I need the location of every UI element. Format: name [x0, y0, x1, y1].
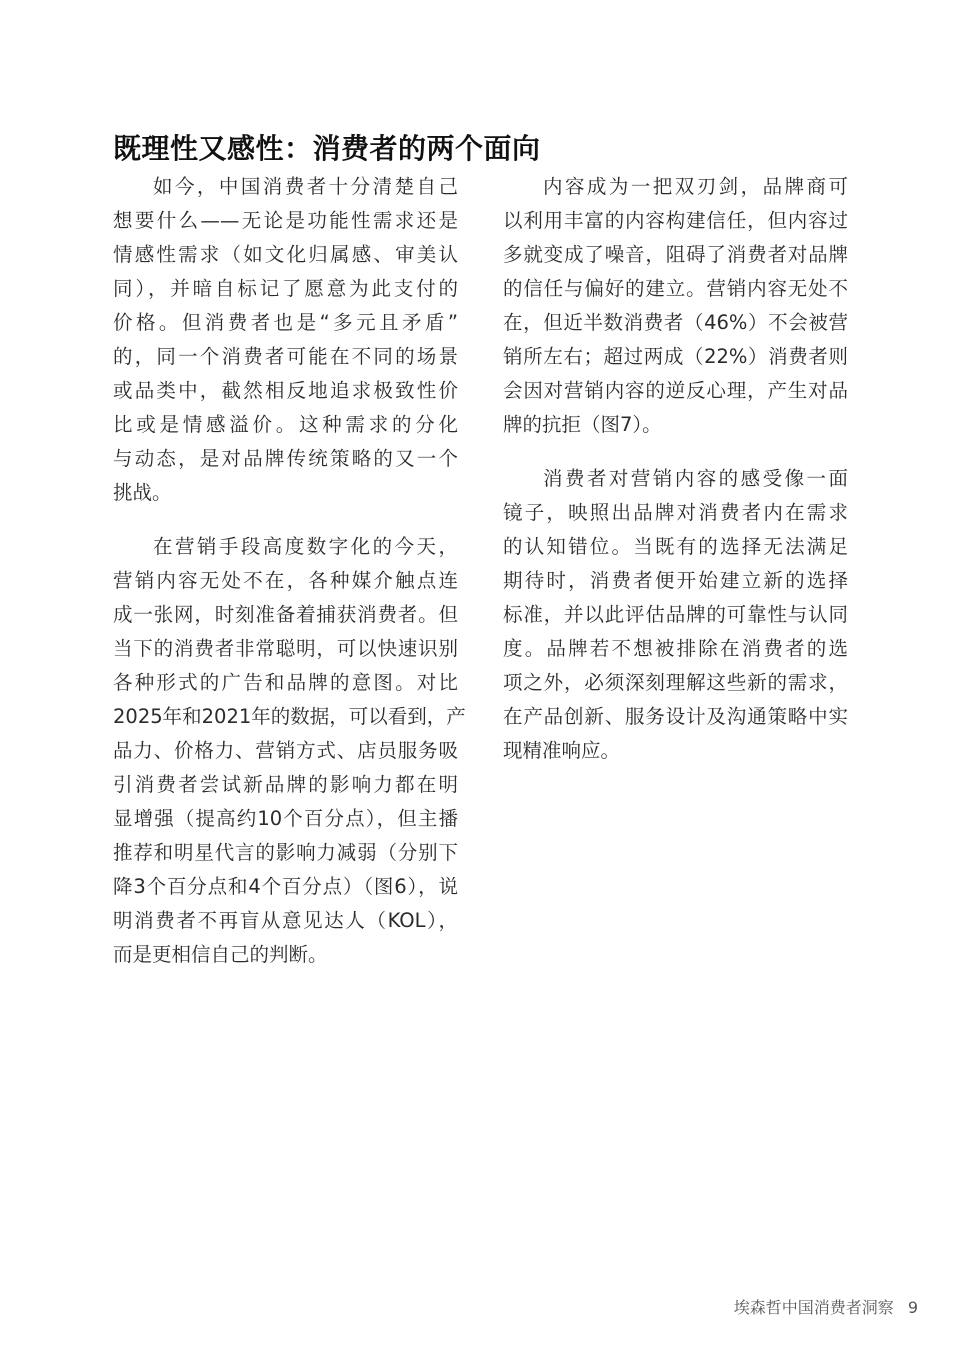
publication-name: 埃森哲中国消费者洞察: [733, 1298, 894, 1317]
left-column: [113, 170, 466, 992]
text-line: 与动态，是对品牌传统策略的又一个: [113, 447, 458, 470]
text-line: 显增强（提高约10个百分点），但主播: [113, 807, 458, 830]
text-line: 在产品创新、服务设计及沟通策略中实: [503, 705, 848, 728]
text-line: 消费者对营销内容的感受像一面: [543, 467, 848, 490]
text-line: 销所左右；超过两成（22%）消费者则: [503, 345, 848, 368]
text-line: 的认知错位。当既有的选择无法满足: [503, 535, 848, 558]
text-line: 品力、价格力、营销方式、店员服务吸: [113, 739, 458, 762]
text-line: 而是更相信自己的判断。: [113, 943, 328, 966]
text-line: 标准，并以此评估品牌的可靠性与认同: [503, 603, 848, 626]
text-line: 同），并暗自标记了愿意为此支付的: [113, 277, 458, 300]
text-line: 镜子，映照出品牌对消费者内在需求: [503, 501, 848, 524]
text-line: 的，同一个消费者可能在不同的场景: [113, 345, 458, 368]
text-line: 挑战。: [113, 481, 172, 504]
paragraph: [503, 462, 848, 768]
text-line: 成一张网，时刻准备着捕获消费者。但: [113, 603, 458, 626]
text-line: 多就变成了噪音，阻碍了消费者对品牌: [503, 243, 848, 266]
text-line: 以利用丰富的内容构建信任，但内容过: [503, 209, 848, 232]
paragraph: [113, 170, 458, 510]
text-line: 牌的抗拒（图7）。: [503, 413, 662, 436]
text-line: 各种形式的广告和品牌的意图。对比: [113, 671, 458, 694]
text-line: 比或是情感溢价。这种需求的分化: [113, 413, 458, 436]
text-line: 或品类中，截然相反地追求极致性价: [113, 379, 458, 402]
text-line: 度。品牌若不想被排除在消费者的选: [503, 637, 848, 660]
text-line: 如今，中国消费者十分清楚自己: [153, 175, 458, 198]
text-line: 情感性需求（如文化归属感、审美认: [113, 243, 458, 266]
text-line: 明消费者不再盲从意见达人（KOL），: [113, 909, 458, 932]
text-line: 降3个百分点和4个百分点）（图6），说: [113, 875, 458, 898]
text-line: 推荐和明星代言的影响力减弱（分别下: [113, 841, 458, 864]
text-line: 想要什么——无论是功能性需求还是: [113, 209, 458, 232]
text-line: 在，但近半数消费者（46%）不会被营: [503, 311, 848, 334]
text-line: 当下的消费者非常聪明，可以快速识别: [113, 637, 458, 660]
text-line: 项之外，必须深刻理解这些新的需求，: [503, 671, 848, 694]
paragraph: [503, 170, 848, 442]
text-line: 的信任与偏好的建立。营销内容无处不: [503, 277, 848, 300]
text-line: 引消费者尝试新品牌的影响力都在明: [113, 773, 458, 796]
page-number: 9: [907, 1298, 918, 1317]
text-line: 内容成为一把双刃剑，品牌商可: [543, 175, 848, 198]
text-line: 在营销手段高度数字化的今天，: [153, 535, 458, 558]
text-line: 现精准响应。: [503, 739, 621, 762]
right-column: [503, 170, 848, 788]
section-title: 既理性又感性：消费者的两个面向: [113, 131, 541, 165]
text-line: 价格。但消费者也是“多元且矛盾”: [113, 311, 458, 334]
text-line: 会因对营销内容的逆反心理，产生对品: [503, 379, 848, 402]
text-line: 营销内容无处不在，各种媒介触点连: [113, 569, 458, 592]
text-line: 期待时，消费者便开始建立新的选择: [503, 569, 848, 592]
text-line: 2025年和2021年的数据，可以看到，产: [113, 705, 466, 728]
page-footer: [734, 1295, 918, 1318]
paragraph: [113, 530, 466, 972]
